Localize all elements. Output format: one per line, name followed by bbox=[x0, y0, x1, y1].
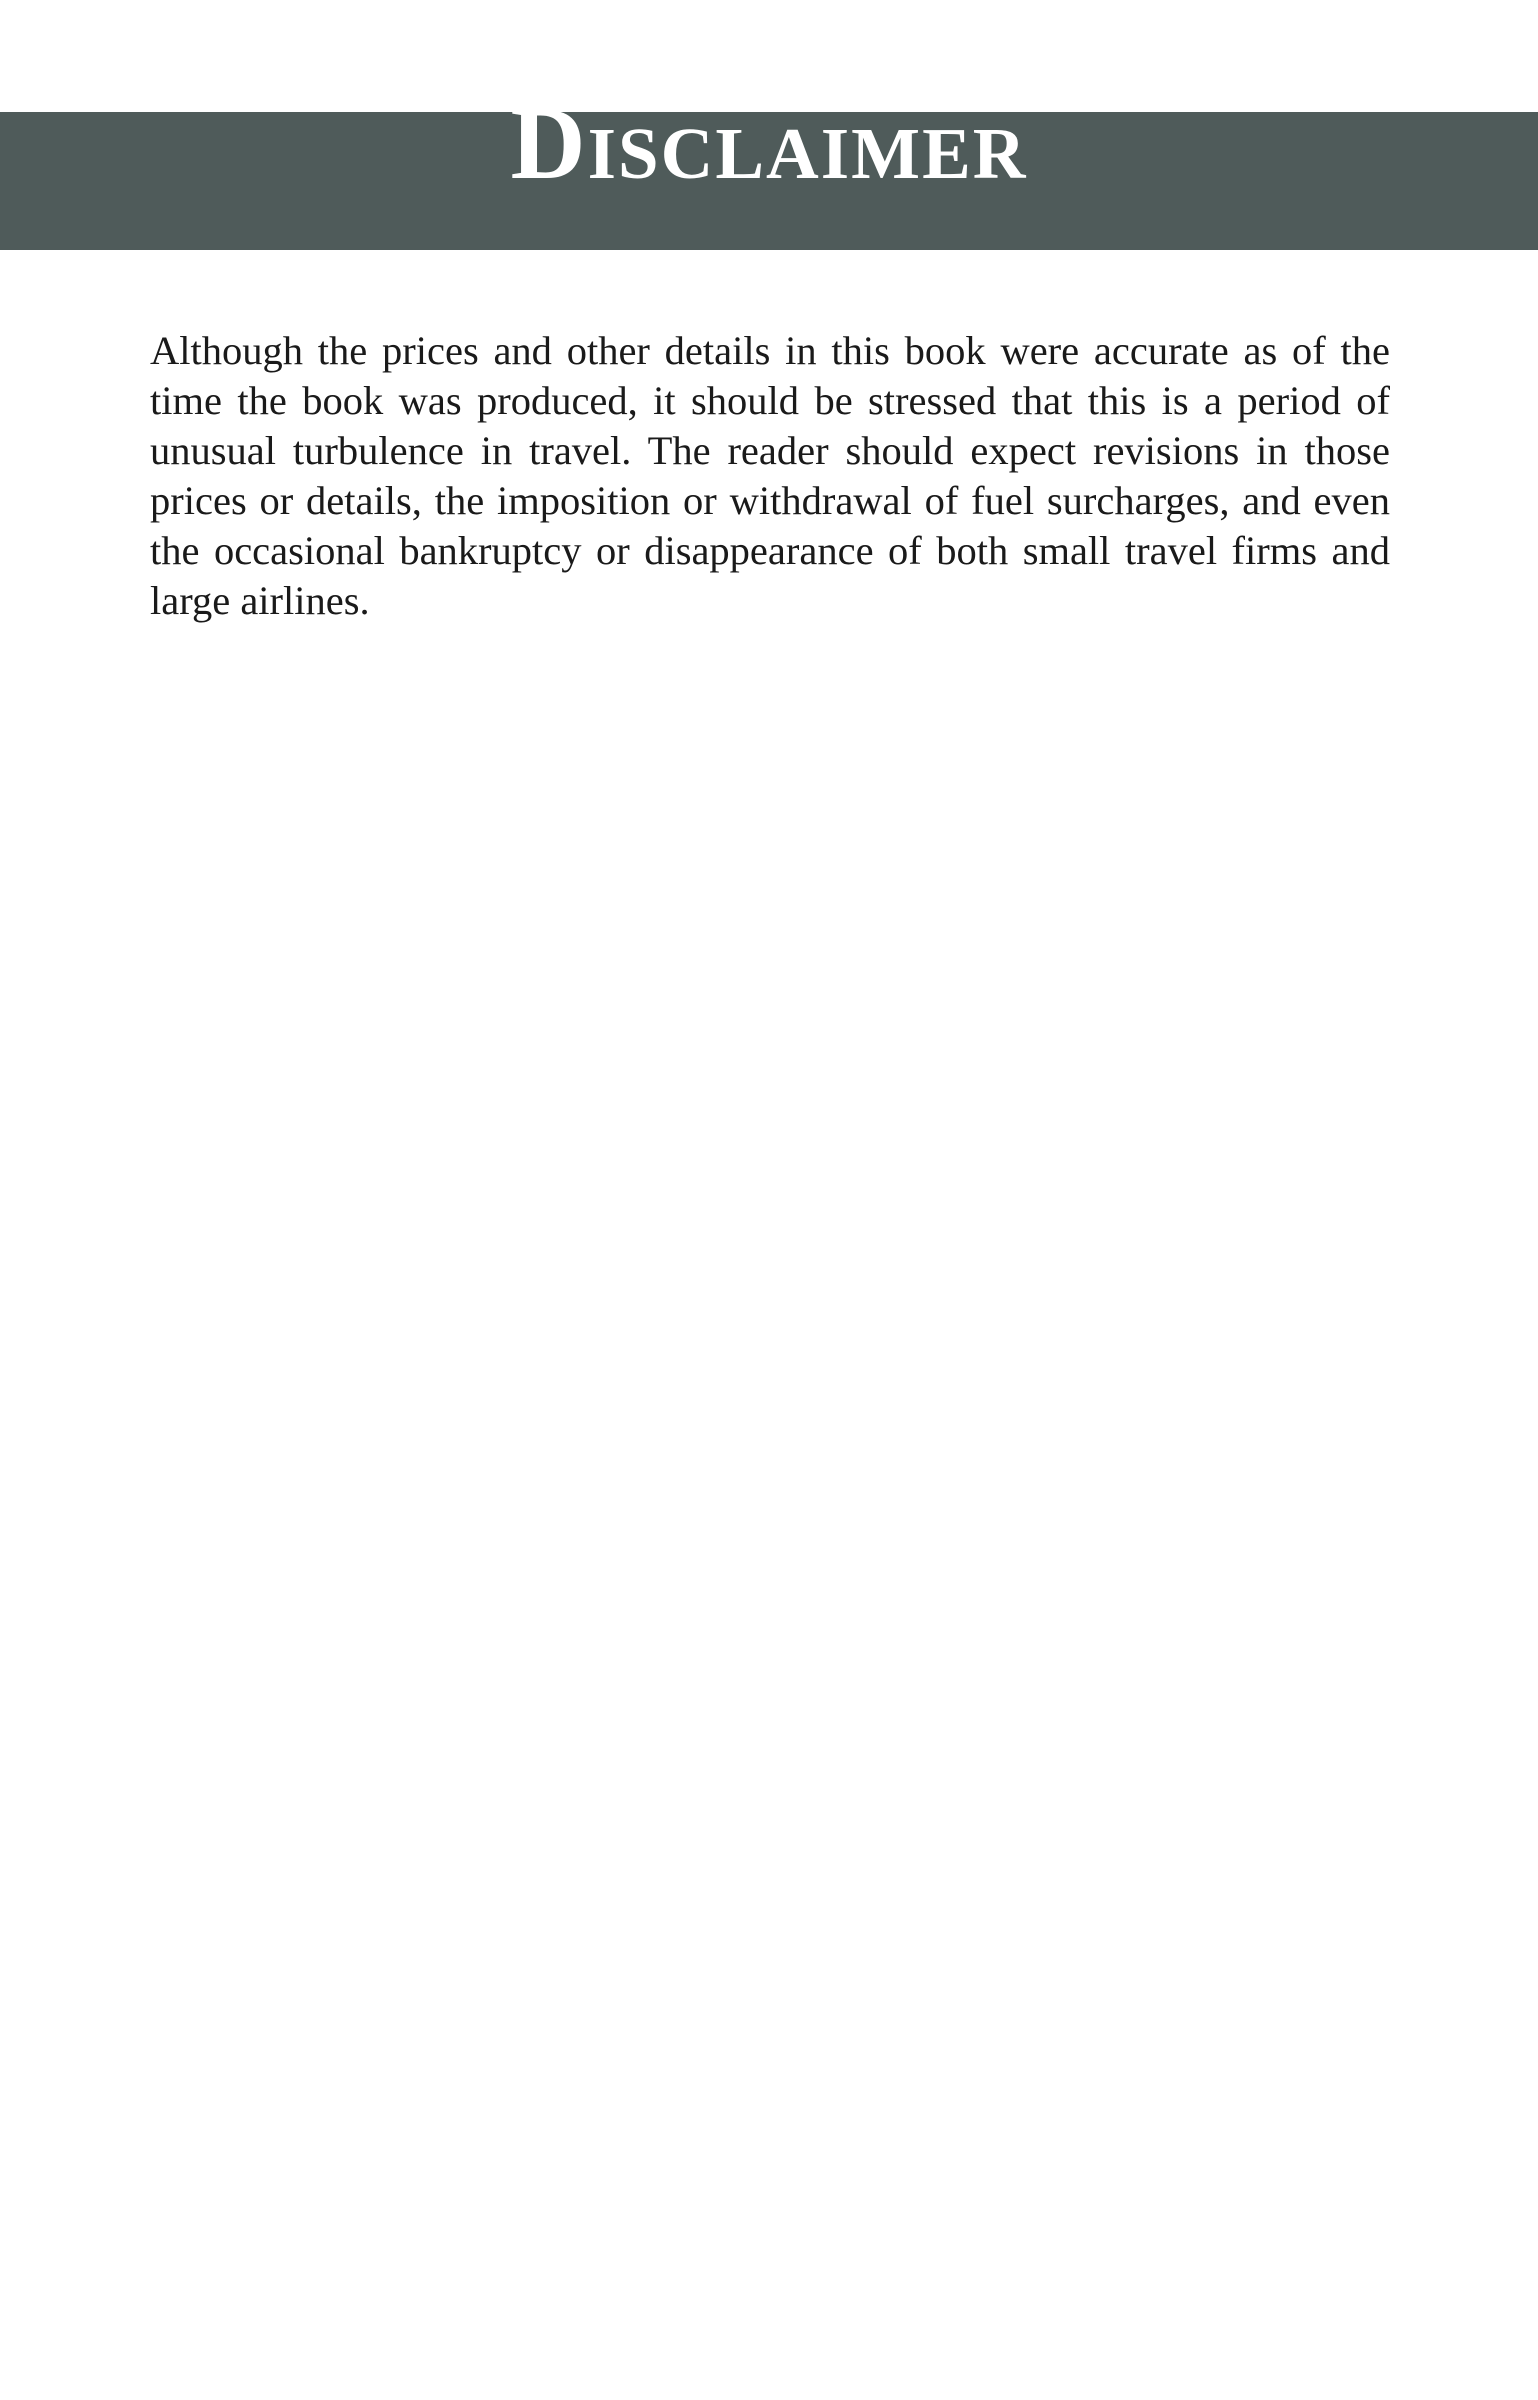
disclaimer-paragraph: Although the prices and other details in this book were accurate as of the time the book was produced, it should be stressed that this is a period of unusual turbulence in travel. The reader should expect revisions in those prices or details, the imposition or withdrawal of fuel surcharges, and even the occasional bankruptcy or disappearance of both small travel firms and large airlines. bbox=[150, 328, 1390, 623]
page-title: Disclaimer bbox=[510, 86, 1028, 202]
heading-banner bbox=[0, 86, 1538, 250]
